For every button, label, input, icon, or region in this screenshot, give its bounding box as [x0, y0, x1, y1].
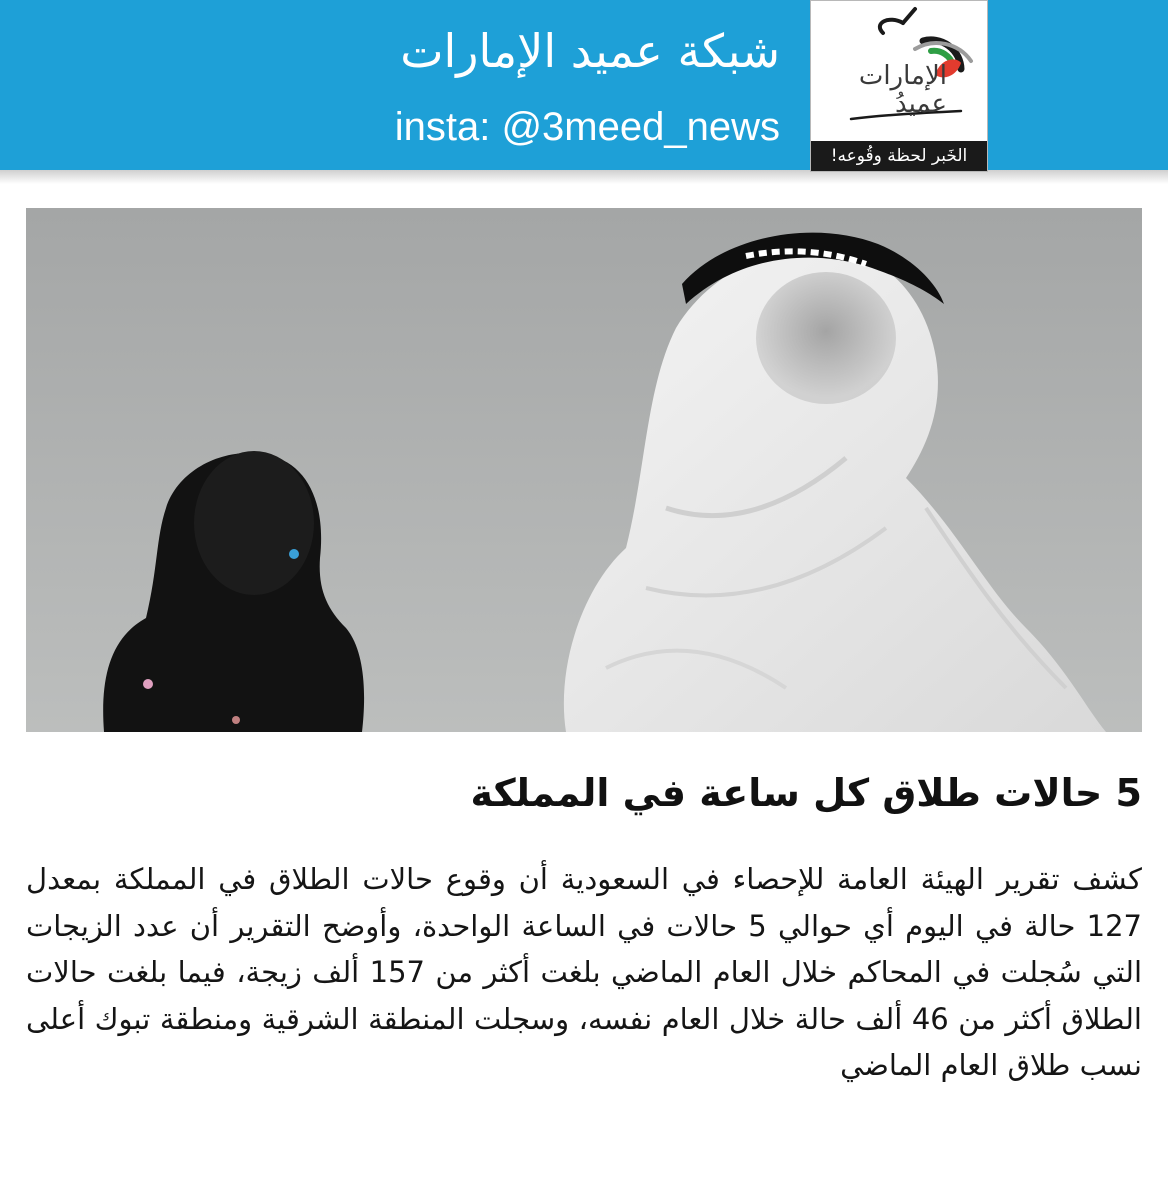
instagram-handle[interactable]: insta: @3meed_news: [394, 105, 780, 149]
logo-tagline: الخَبر لحظة وقُوعه!: [811, 141, 987, 171]
header-shadow: [0, 170, 1168, 184]
article-photo: [26, 208, 1142, 732]
logo-word-emirates: الإمارات: [858, 61, 947, 91]
article-headline: 5 حالات طلاق كل ساعة في المملكة: [470, 771, 1142, 815]
channel-logo: [810, 0, 988, 172]
channel-title: شبكة عميد الإمارات: [400, 24, 780, 78]
logo-word-ameed: عميدُ: [894, 89, 947, 119]
article-body: كشف تقرير الهيئة العامة للإحصاء في السعودية أن وقوع حالات الطلاق في المملكة بمعدل 127 حالة في اليوم أي حوالي 5 حالات في الساعة الواحدة، وأوضح التقرير أن عدد الزيجات التي سُجلت في المحاكم خلال العام الماضي بلغت أكثر من 157 ألف زيجة، فيما بلغت حالات الطلاق أكثر من 46 ألف حالة خلال العام نفسه، وسجلت المنطقة الشرقية ومنطقة تبوك أعلى نسب طلاق العام الماضي: [26, 862, 1143, 1083]
header-bar: [0, 0, 1168, 170]
news-photo-icon: [26, 208, 1142, 732]
